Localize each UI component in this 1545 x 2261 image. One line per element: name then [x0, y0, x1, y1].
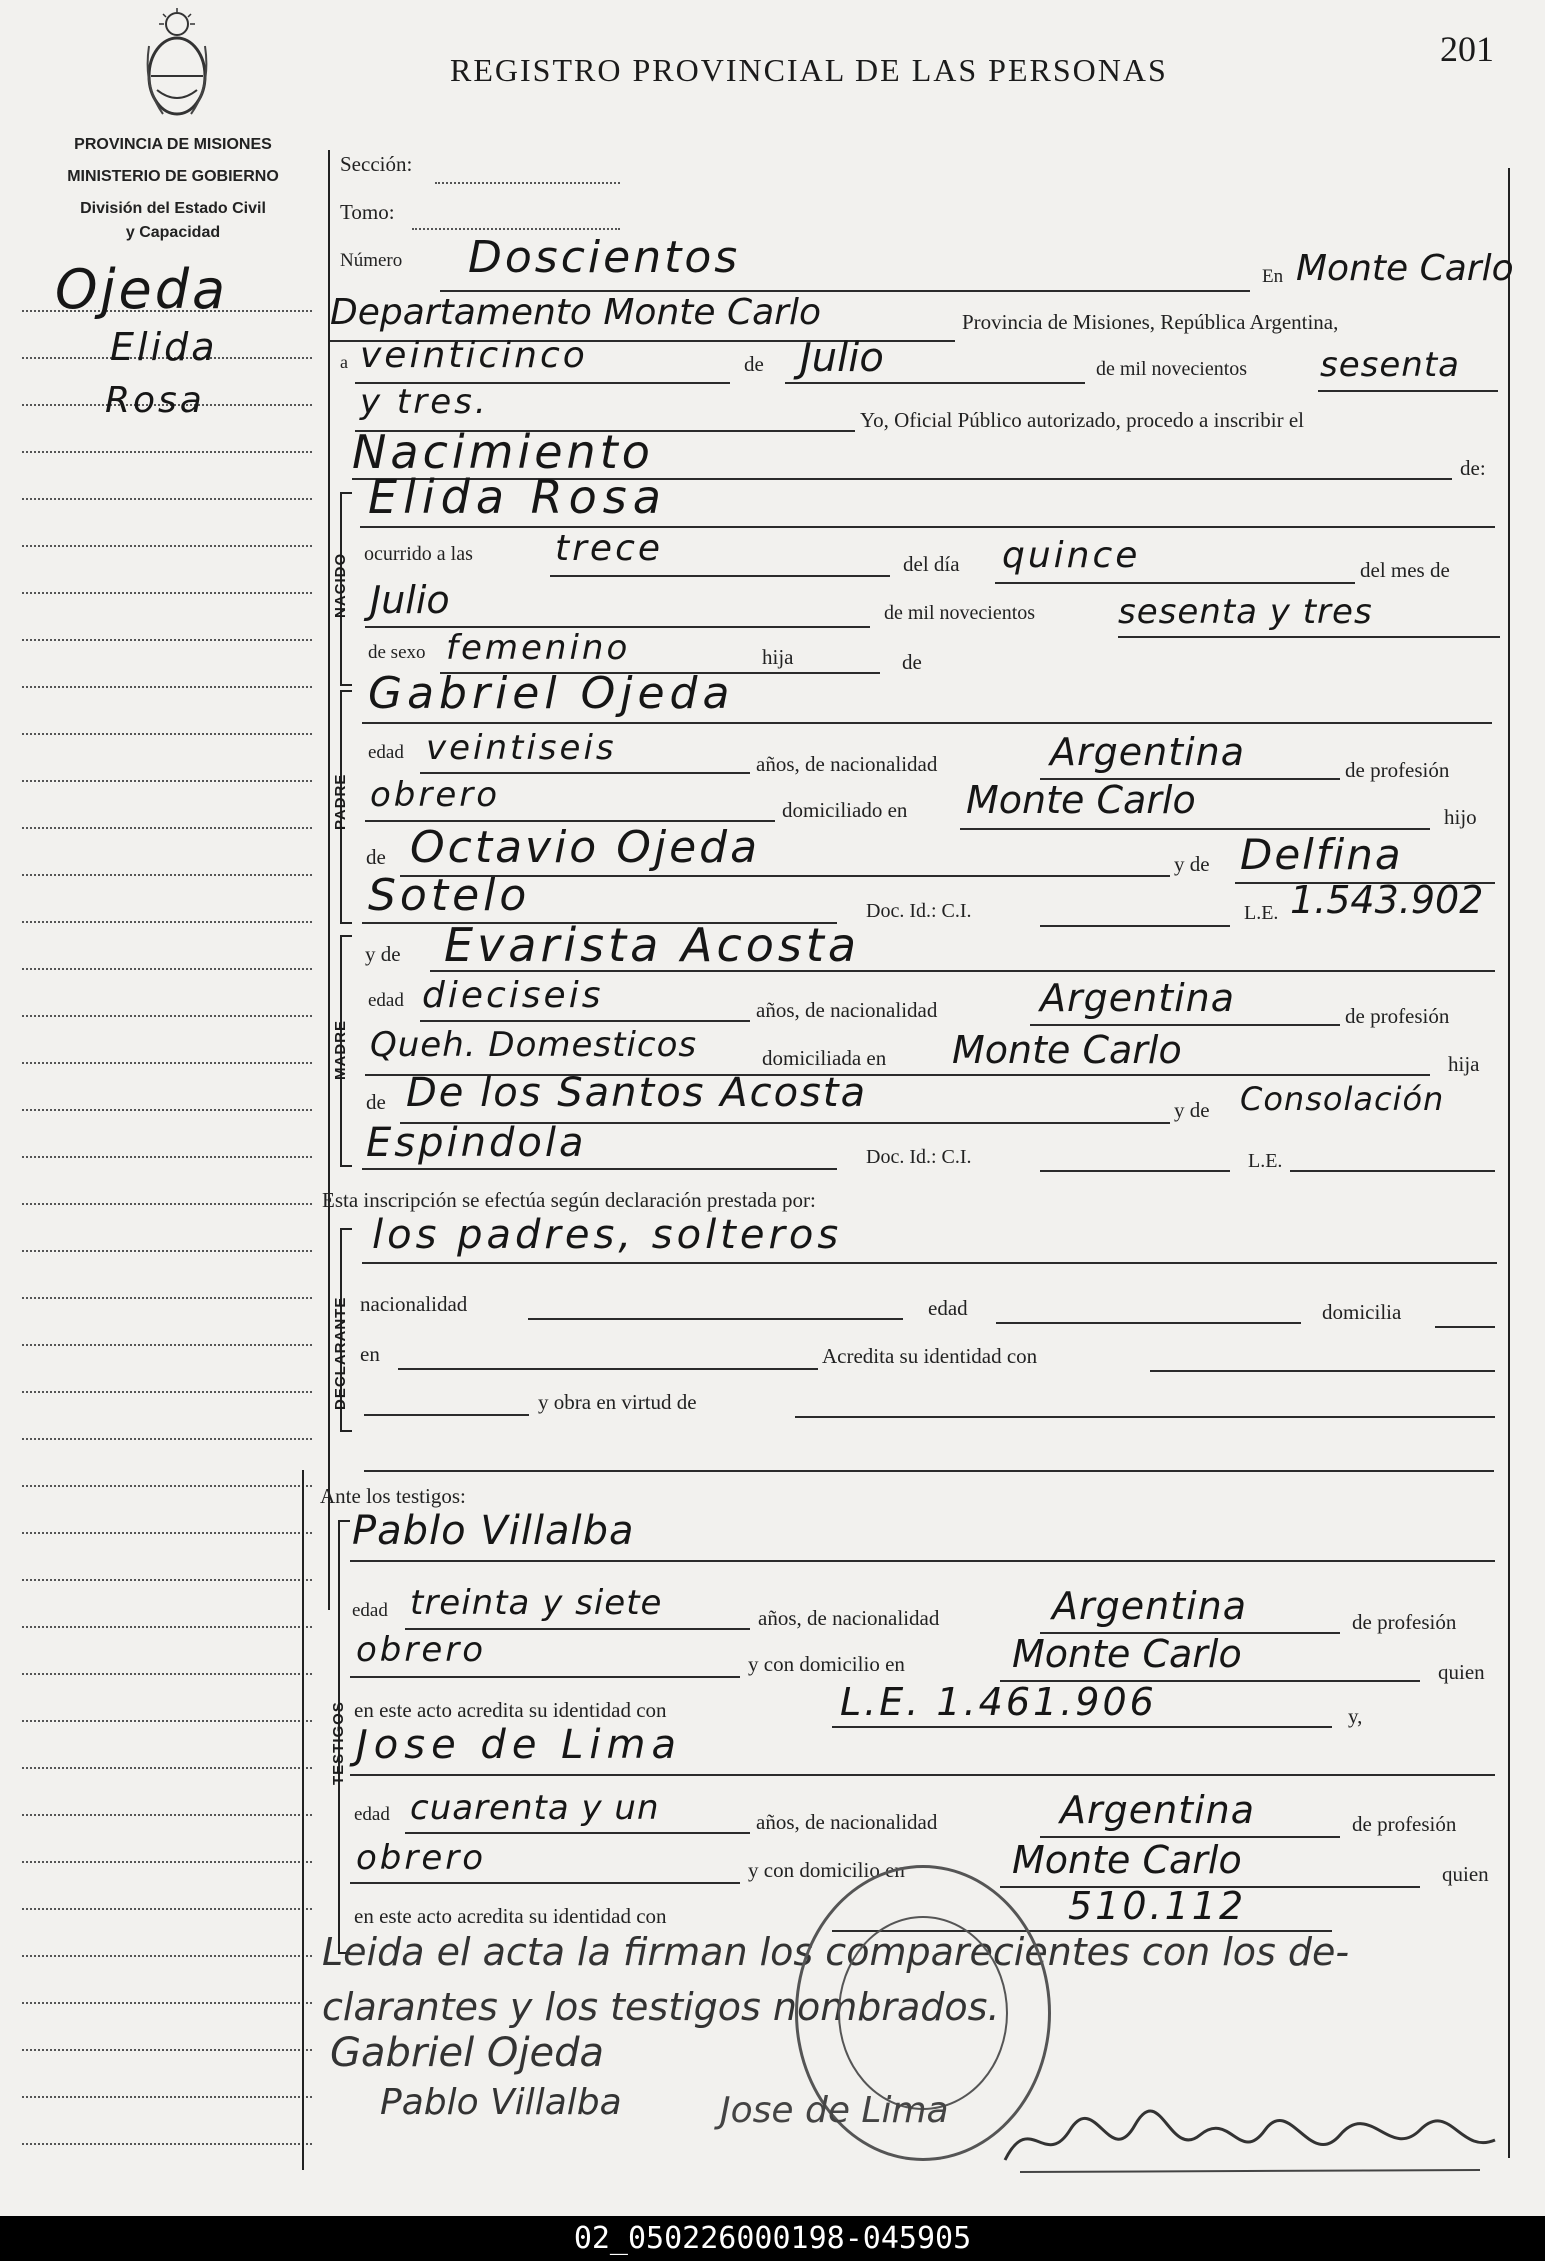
domiciliado-label: domiciliado en [782, 798, 908, 822]
t2-quien-label: quien [1442, 1862, 1489, 1886]
registry-title: REGISTRO PROVINCIAL DE LAS PERSONAS [450, 52, 1168, 88]
right-rule [1508, 168, 1510, 2158]
margin-dotted-line [22, 1015, 312, 1017]
en-value: Monte Carlo [1296, 248, 1514, 289]
madre-edad-value: dieciseis [422, 975, 604, 1016]
t1-prof-label: de profesión [1352, 1610, 1457, 1634]
t2-nac-label: años, de nacionalidad [756, 1810, 938, 1834]
testigo1-line [350, 1560, 1495, 1562]
t2-acredita-label: en este acto acredita su identidad con [354, 1904, 667, 1928]
sexo-value: femenino [446, 628, 631, 668]
hora-line [550, 575, 890, 577]
margin-dotted-line [22, 1438, 312, 1440]
margin-dotted-line [22, 1391, 312, 1393]
madre-line [430, 970, 1495, 972]
testigo2-line [350, 1774, 1495, 1776]
t1-dom-value: Monte Carlo [1012, 1632, 1242, 1676]
t1-prof-line [350, 1676, 740, 1678]
nacionalidad-label: nacionalidad [360, 1292, 468, 1316]
margin-dotted-line [22, 1908, 312, 1910]
margin-dotted-line [22, 451, 312, 453]
margin-dotted-line [22, 2049, 312, 2051]
dia-nac-line [995, 582, 1355, 584]
page-number: 201 [1440, 29, 1494, 69]
margin-dotted-line [22, 1485, 312, 1487]
main-left-rule [328, 150, 330, 1610]
de-label: de [744, 352, 764, 376]
padre-dom-value: Monte Carlo [966, 778, 1196, 822]
madre-nac-value: Argentina [1040, 976, 1236, 1020]
del-dia-label: del día [903, 552, 960, 576]
en-label: En [1262, 266, 1284, 287]
margin-dotted-line [22, 827, 312, 829]
numero-label: Número [340, 250, 403, 271]
padre-prof-label: de profesión [1345, 758, 1450, 782]
mes-nac-value: Julio [370, 578, 450, 622]
de-label-4: de [366, 1090, 386, 1114]
closing-note-2: clarantes y los testigos nombrados. [322, 1985, 1000, 2029]
t2-dom-value: Monte Carlo [1012, 1838, 1242, 1882]
margin-dotted-line [22, 2002, 312, 2004]
de-label-2: de [902, 650, 922, 674]
margin-dotted-line [22, 1532, 312, 1534]
margin-dotted-line [22, 1344, 312, 1346]
padre-line [362, 722, 1492, 724]
padre-le-value: 1.543.902 [1290, 878, 1484, 922]
madre-dom-value: Monte Carlo [952, 1028, 1182, 1072]
acto-value: Nacimiento [352, 425, 654, 479]
domicilia-label: domicilia [1322, 1300, 1402, 1324]
madre-le-field[interactable] [1290, 1170, 1495, 1172]
margin-dotted-line [22, 1156, 312, 1158]
official-signature-icon [1000, 2100, 1500, 2180]
declaracion-label: Esta inscripción se efectúa según declaración prestada por: [322, 1188, 816, 1212]
provincia-label: Provincia de Misiones, República Argentina, [962, 310, 1339, 334]
abuela-value-2: Sotelo [368, 870, 531, 921]
t1-edad-value: treinta y siete [410, 1583, 663, 1623]
margin-name-2: Rosa [105, 380, 205, 421]
testigo1-value: Pablo Villalba [352, 1508, 635, 1554]
madre-nac-label: años, de nacionalidad [756, 998, 938, 1022]
margin-dotted-line [22, 2143, 312, 2145]
margin-dotted-line [22, 1109, 312, 1111]
padre-nac-label: años, de nacionalidad [756, 752, 938, 776]
hijo-label: hijo [1444, 805, 1477, 829]
t1-id-value: L.E. 1.461.906 [840, 1680, 1157, 1724]
abuela-m-value-1: Consolación [1240, 1080, 1445, 1118]
ante-testigos-label: Ante los testigos: [320, 1484, 466, 1508]
margin-dotted-line [22, 686, 312, 688]
t1-prof-value: obrero [356, 1630, 487, 1670]
y-comma-label: y, [1348, 1704, 1363, 1728]
mil-novecientos-label: de mil novecientos [1096, 358, 1248, 380]
t1-nac-value: Argentina [1052, 1584, 1248, 1628]
madre-edad-label: edad [368, 990, 404, 1011]
padre-le-label: L.E. [1244, 902, 1279, 924]
abuelo-value: Octavio Ojeda [410, 822, 761, 873]
nombre-value: Elida Rosa [368, 470, 667, 524]
margin-dotted-line [22, 498, 312, 500]
margin-name-1: Elida [110, 325, 218, 369]
margin-dotted-line [22, 1062, 312, 1064]
margin-dotted-line [22, 592, 312, 594]
margin-dotted-line [22, 1955, 312, 1957]
margin-dotted-line [22, 1814, 312, 1816]
declarante-en-field[interactable] [398, 1368, 818, 1370]
t2-edad-value: cuarenta y un [410, 1788, 660, 1828]
padre-section-label: PADRE [332, 773, 349, 830]
margin-dotted-line [22, 1720, 312, 1722]
declarante-acredita-field[interactable] [1150, 1370, 1495, 1372]
padre-edad-value: veintiseis [426, 728, 617, 768]
t1-domicilio-label: y con domicilio en [748, 1652, 905, 1676]
mil-novecientos-label-2: de mil novecientos [884, 602, 1036, 624]
margin-dotted-line [22, 1626, 312, 1628]
nacido-section-label: NACIDO [332, 552, 349, 618]
authority-line-4: y Capacidad [125, 224, 221, 241]
del-mes-label: del mes de [1360, 558, 1450, 582]
madre-y-de-label: y de [365, 942, 401, 966]
margin-surname: Ojeda [55, 258, 229, 321]
signature-father: Gabriel Ojeda [330, 2030, 605, 2076]
mes-value: Julio [800, 335, 884, 381]
tomo-label: Tomo: [340, 200, 395, 224]
declarante-obra-prefix-field[interactable] [364, 1414, 529, 1416]
t2-id-value: 510.112 [1068, 1884, 1247, 1928]
a-label: a [340, 352, 348, 372]
closing-note-1: Leida el acta la firman los comparecientes con los de- [322, 1930, 1350, 1974]
margin-dotted-line [22, 921, 312, 923]
nombre-line [360, 526, 1495, 528]
t1-id-line [832, 1726, 1332, 1728]
lower-left-rule [302, 1470, 304, 2170]
anio-nac-value: sesenta y tres [1118, 592, 1373, 632]
edad-label-3: edad [928, 1296, 968, 1320]
declarante-value: los padres, solteros [372, 1212, 843, 1258]
testigos-section-label: TESTIGOS [330, 1701, 347, 1785]
margin-dotted-line [22, 733, 312, 735]
oficial-label: Yo, Oficial Público autorizado, procedo a inscribir el [860, 408, 1305, 432]
y-de-label-3: y de [1174, 1098, 1210, 1122]
abuela-value-1: Delfina [1240, 830, 1403, 879]
t2-nac-value: Argentina [1060, 1788, 1256, 1832]
sexo-label: de sexo [368, 642, 426, 663]
de-colon-label: de: [1460, 456, 1486, 480]
madre-nac-line [1030, 1024, 1340, 1026]
authority-line-2: MINISTERIO DE GOBIERNO [67, 168, 279, 185]
dia-nac-value: quince [1002, 535, 1141, 576]
madre-doc-label: Doc. Id.: C.I. [866, 1146, 972, 1168]
padre-doc-label: Doc. Id.: C.I. [866, 900, 972, 922]
hija-label-2: hija [1448, 1052, 1480, 1076]
obra-label: y obra en virtud de [538, 1390, 697, 1414]
margin-dotted-line [22, 874, 312, 876]
t2-prof-value: obrero [356, 1838, 487, 1878]
madre-prof-label: de profesión [1345, 1004, 1450, 1028]
padre-edad-line [420, 772, 750, 774]
margin-dotted-line [22, 1579, 312, 1581]
anio-nac-line [1118, 636, 1500, 638]
t1-edad-label: edad [352, 1600, 388, 1621]
document-footer-code: 02_050226000198-045905 [0, 2216, 1545, 2261]
ocurrido-label: ocurrido a las [364, 543, 473, 565]
testigo2-value: Jose de Lima [356, 1722, 683, 1768]
hija-label: hija [762, 645, 794, 669]
signature-witness-2: Jose de Lima [720, 2090, 949, 2131]
anio-value-2: y tres. [360, 382, 489, 422]
domiciliada-label: domiciliada en [762, 1046, 887, 1070]
declarante-obra-field[interactable] [795, 1416, 1495, 1418]
margin-dotted-line [22, 968, 312, 970]
tomo-field[interactable] [412, 228, 620, 230]
abuela-m-value-2: Espindola [366, 1120, 587, 1166]
t2-prof-label: de profesión [1352, 1812, 1457, 1836]
abuelo-m-value: De los Santos Acosta [406, 1070, 868, 1116]
margin-dotted-line [22, 1250, 312, 1252]
declarante-line [362, 1262, 1497, 1264]
authority-line-1: PROVINCIA DE MISIONES [74, 136, 272, 153]
margin-dotted-line [22, 1203, 312, 1205]
de-label-3: de [366, 845, 386, 869]
margin-dotted-line [22, 780, 312, 782]
t2-prof-line [350, 1882, 740, 1884]
margin-dotted-line [22, 1673, 312, 1675]
dia-value: veinticinco [360, 335, 588, 376]
padre-edad-label: edad [368, 742, 404, 763]
t1-nac-label: años, de nacionalidad [758, 1606, 940, 1630]
en-label-2: en [360, 1342, 380, 1366]
hora-value: trece [555, 528, 664, 569]
t2-edad-line [405, 1832, 750, 1834]
margin-dotted-line [22, 639, 312, 641]
anio-line [1318, 390, 1498, 392]
acredita-label: Acredita su identidad con [822, 1344, 1038, 1368]
madre-value: Evarista Acosta [444, 918, 861, 972]
madre-edad-line [420, 1020, 750, 1022]
anio-value-1: sesenta [1320, 345, 1460, 385]
declarante-edad-field[interactable] [996, 1322, 1301, 1324]
authority-line-3: División del Estado Civil [80, 200, 266, 217]
madre-ci-field[interactable] [1040, 1170, 1230, 1172]
madre-section-label: MADRE [332, 1020, 349, 1080]
declarante-section-label: DECLARANTE [332, 1296, 349, 1410]
madre-le-label: L.E. [1248, 1150, 1283, 1172]
declarante-nacionalidad-field[interactable] [528, 1318, 903, 1320]
coat-of-arms-icon [143, 6, 211, 124]
t2-edad-label: edad [354, 1804, 390, 1825]
madre-prof-value: Queh. Domesticos [370, 1025, 698, 1065]
abuela-m2-line [362, 1168, 837, 1170]
declarante-end-line [364, 1470, 1494, 1472]
numero-value: Doscientos [468, 232, 741, 283]
signature-witness-1: Pablo Villalba [380, 2082, 622, 2123]
y-de-label: y de [1174, 852, 1210, 876]
seccion-label: Sección: [340, 152, 413, 176]
margin-dotted-line [22, 2096, 312, 2098]
margin-dotted-line [22, 1767, 312, 1769]
t2-domicilio-label: y con domicilio en [748, 1858, 905, 1882]
padre-prof-value: obrero [370, 775, 501, 815]
seccion-field[interactable] [435, 182, 620, 184]
padre-ci-field[interactable] [1040, 925, 1230, 927]
mes-line [785, 382, 1085, 384]
margin-dotted-line [22, 1861, 312, 1863]
t1-quien-label: quien [1438, 1660, 1485, 1684]
t1-acredita-label: en este acto acredita su identidad con [354, 1698, 667, 1722]
margin-dotted-line [22, 545, 312, 547]
padre-nac-value: Argentina [1050, 730, 1246, 774]
departamento-value: Departamento Monte Carlo [330, 292, 822, 333]
declarante-domicilia-field[interactable] [1435, 1326, 1495, 1328]
margin-dotted-line [22, 1297, 312, 1299]
padre-value: Gabriel Ojeda [368, 668, 735, 719]
